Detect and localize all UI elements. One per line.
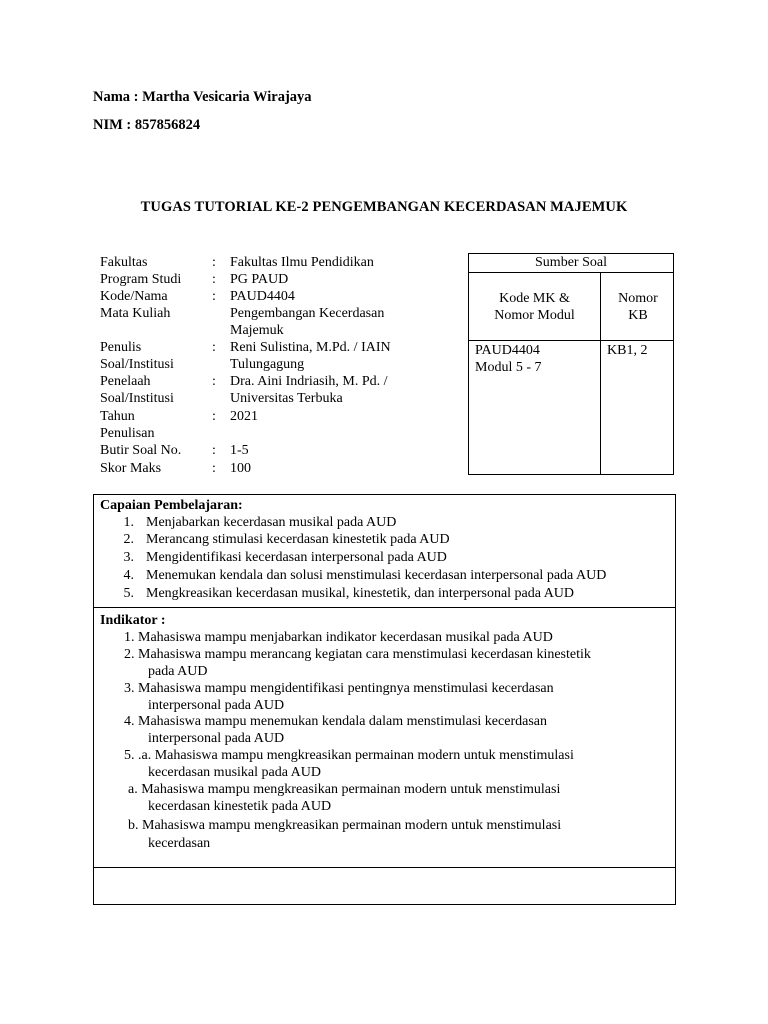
info-value: PG PAUD xyxy=(230,272,289,287)
source-header: Sumber Soal xyxy=(469,254,673,273)
learning-outcomes-box xyxy=(93,494,676,905)
info-label: Penelaah xyxy=(100,374,151,389)
info-label: Mata Kuliah xyxy=(100,306,171,321)
info-value: Universitas Terbuka xyxy=(230,391,343,406)
indikator-line: 3. Mahasiswa mampu mengidentifikasi pentingnya menstimulasi kecerdasan xyxy=(124,681,554,696)
source-col2-header xyxy=(601,290,675,324)
info-colon: : xyxy=(212,409,216,424)
capaian-item-text: Mengidentifikasi kecerdasan interpersonal pada AUD xyxy=(146,550,447,565)
capaian-item-number: 2. xyxy=(123,532,134,547)
info-value: Majemuk xyxy=(230,323,284,338)
indikator-line: pada AUD xyxy=(148,664,208,679)
source-code: PAUD4404 xyxy=(475,343,540,358)
capaian-item-number: 4. xyxy=(123,568,134,583)
info-label: Kode/Nama xyxy=(100,289,168,304)
info-value: Pengembangan Kecerdasan xyxy=(230,306,385,321)
indikator-line: interpersonal pada AUD xyxy=(148,731,285,746)
source-col2-header-line: KB xyxy=(628,308,648,323)
capaian-item-number: 5. xyxy=(123,586,134,601)
info-colon: : xyxy=(212,374,216,389)
info-value: Dra. Aini Indriasih, M. Pd. / xyxy=(230,374,388,389)
info-colon: : xyxy=(212,255,216,270)
source-table xyxy=(468,253,674,475)
empty-section xyxy=(94,868,675,904)
indikator-line: kecerdasan kinestetik pada AUD xyxy=(148,799,332,814)
info-label: Soal/Institusi xyxy=(100,357,174,372)
source-module: Modul 5 - 7 xyxy=(475,360,542,375)
capaian-item-text: Mengkreasikan kecerdasan musikal, kinestetik, dan interpersonal pada AUD xyxy=(146,586,575,601)
info-label: Fakultas xyxy=(100,255,148,270)
indikator-line: a. Mahasiswa mampu mengkreasikan permainan modern untuk menstimulasi xyxy=(128,782,561,797)
indikator-line: 4. Mahasiswa mampu menemukan kendala dalam menstimulasi kecerdasan xyxy=(124,714,547,729)
info-colon: : xyxy=(212,443,216,458)
info-value: Reni Sulistina, M.Pd. / IAIN xyxy=(230,340,391,355)
indikator-line: 2. Mahasiswa mampu merancang kegiatan cara menstimulasi kecerdasan kinestetik xyxy=(124,647,591,662)
info-label: Skor Maks xyxy=(100,461,162,476)
indikator-line: kecerdasan musikal pada AUD xyxy=(148,765,321,780)
source-col2-value: KB1, 2 xyxy=(607,343,648,358)
indikator-line: b. Mahasiswa mampu mengkreasikan permainan modern untuk menstimulasi xyxy=(128,818,562,833)
info-value: 2021 xyxy=(230,409,258,424)
info-label: Butir Soal No. xyxy=(100,443,182,458)
source-col1-header-line: Nomor Modul xyxy=(494,308,575,323)
info-value: Tulungagung xyxy=(230,357,305,372)
info-colon: : xyxy=(212,289,216,304)
capaian-item-text: Menjabarkan kecerdasan musikal pada AUD xyxy=(146,515,397,530)
indikator-line: interpersonal pada AUD xyxy=(148,698,285,713)
source-col1-value xyxy=(475,342,542,376)
indikator-heading: Indikator : xyxy=(100,613,166,628)
info-label: Tahun xyxy=(100,409,135,424)
info-label: Soal/Institusi xyxy=(100,391,174,406)
student-nim: NIM : 857856824 xyxy=(93,117,201,133)
source-divider-horizontal xyxy=(469,340,673,341)
source-col1-header xyxy=(469,290,600,324)
info-label: Penulisan xyxy=(100,426,155,441)
student-name: Nama : Martha Vesicaria Wirajaya xyxy=(93,89,312,105)
info-value: 1-5 xyxy=(230,443,249,458)
info-label: Program Studi xyxy=(100,272,182,287)
info-colon: : xyxy=(212,461,216,476)
capaian-item-text: Merancang stimulasi kecerdasan kinestetik pada AUD xyxy=(146,532,450,547)
info-colon: : xyxy=(212,340,216,355)
capaian-heading: Capaian Pembelajaran: xyxy=(100,498,243,513)
indikator-line: 5. .a. Mahasiswa mampu mengkreasikan permainan modern untuk menstimulasi xyxy=(124,748,574,763)
source-col2-header-line: Nomor xyxy=(618,291,658,306)
info-value: Fakultas Ilmu Pendidikan xyxy=(230,255,374,270)
indikator-line: kecerdasan xyxy=(148,836,211,851)
info-label: Penulis xyxy=(100,340,142,355)
info-value: PAUD4404 xyxy=(230,289,295,304)
capaian-item-text: Menemukan kendala dan solusi menstimulasi kecerdasan interpersonal pada AUD xyxy=(146,568,607,583)
section-divider xyxy=(94,607,675,608)
indikator-line: 1. Mahasiswa mampu menjabarkan indikator kecerdasan musikal pada AUD xyxy=(124,630,553,645)
capaian-item-number: 3. xyxy=(123,550,134,565)
capaian-item-number: 1. xyxy=(123,515,134,530)
info-colon: : xyxy=(212,272,216,287)
document-title: TUGAS TUTORIAL KE-2 PENGEMBANGAN KECERDASAN MAJEMUK xyxy=(140,199,628,215)
source-col1-header-line: Kode MK & xyxy=(499,291,570,306)
info-value: 100 xyxy=(230,461,251,476)
